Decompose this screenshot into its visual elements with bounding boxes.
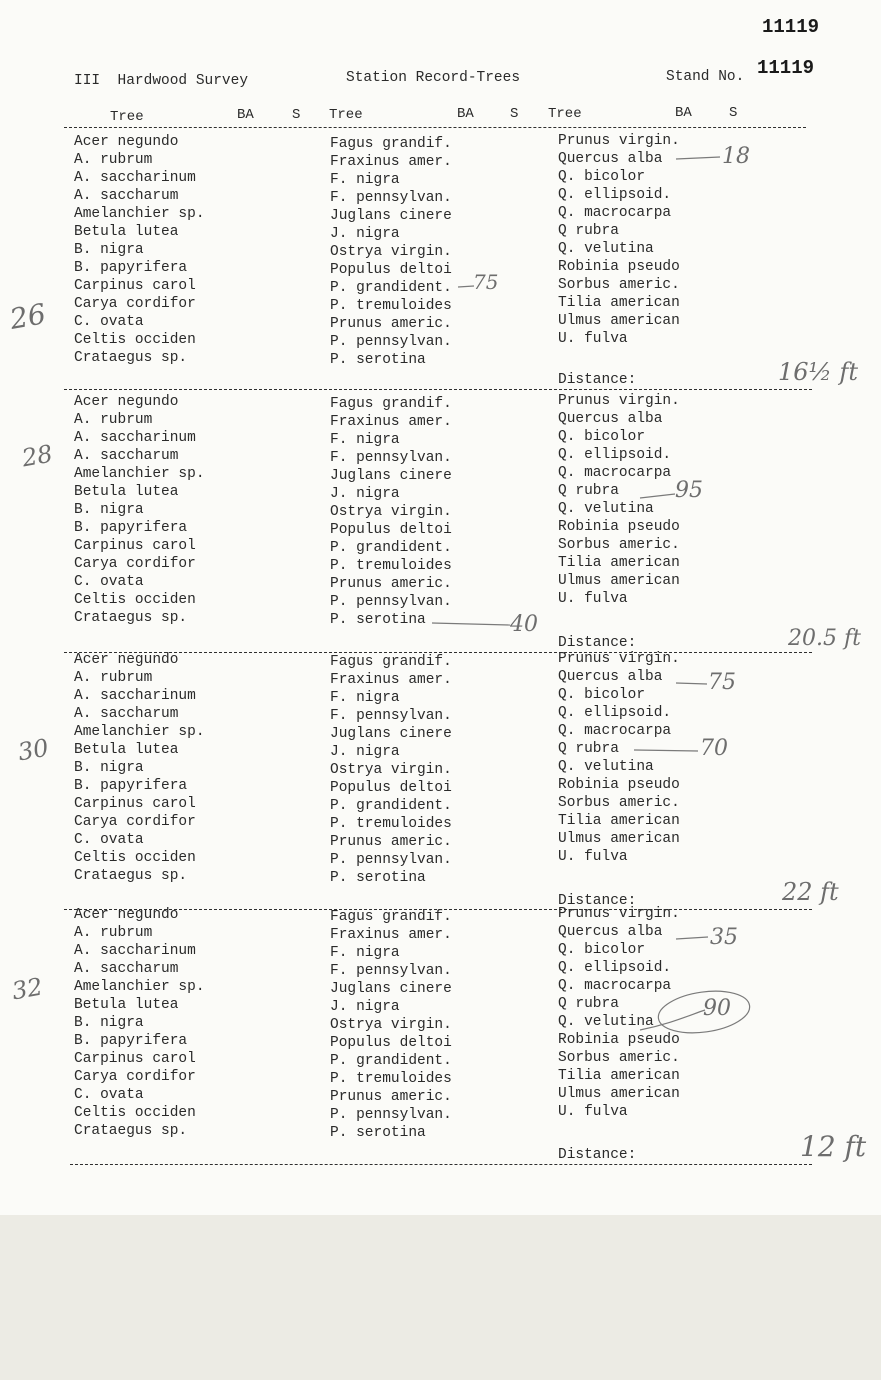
species-name: U. fulva [558,591,628,607]
species-name: B. nigra [74,242,144,258]
species-name: Crataegus sp. [74,610,188,626]
species-name: A. rubrum [74,412,153,428]
species-name: A. saccharum [74,961,179,977]
station-number: 26 [7,297,49,336]
species-name: Ostrya virgin. [330,762,452,778]
station-number: 28 [19,439,55,473]
species-name: C. ovata [74,1087,144,1103]
species-name: A. saccharinum [74,170,196,186]
species-name: F. nigra [330,432,400,448]
species-name: Betula lutea [74,484,179,500]
species-name: Ostrya virgin. [330,504,452,520]
species-name: Q. ellipsoid. [558,705,672,721]
species-name: F. nigra [330,945,400,961]
species-name: Q. velutina [558,501,654,517]
species-name: B. papyrifera [74,260,188,276]
species-column [558,132,680,348]
species-name: U. fulva [558,849,628,865]
species-name: Sorbus americ. [558,537,680,553]
distance-label: Distance: [558,1147,637,1163]
section-divider [64,389,812,390]
species-name: J. nigra [330,226,400,242]
species-column [330,653,452,887]
species-name: Ulmus american [558,313,680,329]
species-name: Q. macrocarpa [558,978,672,994]
species-name: F. nigra [330,690,400,706]
species-name: Amelanchier sp. [74,466,205,482]
entry-value: 18 [722,144,750,169]
species-name: Carya cordifor [74,1069,196,1085]
species-column [74,133,205,367]
species-name: F. pennsylvan. [330,190,452,206]
species-name: J. nigra [330,486,400,502]
species-name: F. pennsylvan. [330,963,452,979]
distance-label: Distance: [558,635,637,651]
species-name: A. saccharum [74,448,179,464]
species-name: Populus deltoi [330,262,452,278]
col-header-ba: BA [237,107,254,123]
species-name: Juglans cinere [330,726,452,742]
station-number: 30 [15,733,51,767]
species-name: Prunus virgin. [558,393,680,409]
col-header-ba: BA [457,106,474,122]
species-name: F. pennsylvan. [330,450,452,466]
species-name: P. grandident. [330,798,452,814]
col-header-ba: BA [675,105,692,121]
species-name: P. serotina [330,1125,426,1141]
species-name: Prunus americ. [330,576,452,592]
species-name: Acer negundo [74,134,179,150]
species-name: P. tremuloides [330,1071,452,1087]
entry-value: 70 [700,736,728,761]
species-name: P. tremuloides [330,298,452,314]
species-name: Robinia pseudo [558,777,680,793]
species-name: Carpinus carol [74,278,196,294]
species-name: Robinia pseudo [558,519,680,535]
species-name: B. papyrifera [74,1033,188,1049]
species-column [558,905,680,1121]
species-name: U. fulva [558,331,628,347]
species-name: Betula lutea [74,742,179,758]
species-name: Tilia american [558,813,680,829]
species-name: Celtis occiden [74,850,196,866]
species-name: Populus deltoi [330,1035,452,1051]
species-name: Ostrya virgin. [330,244,452,260]
species-name: Q rubra [558,741,619,757]
species-name: Ulmus american [558,1086,680,1102]
species-name: Acer negundo [74,394,179,410]
species-name: Carya cordifor [74,814,196,830]
species-name: A. saccharum [74,188,179,204]
species-name: Juglans cinere [330,468,452,484]
station-number: 32 [9,972,45,1006]
species-name: Q rubra [558,996,619,1012]
species-name: Amelanchier sp. [74,206,205,222]
species-name: P. pennsylvan. [330,334,452,350]
species-name: Q. ellipsoid. [558,960,672,976]
stamp-number-top: 11119 [762,16,820,38]
species-name: Q. ellipsoid. [558,187,672,203]
species-name: P. pennsylvan. [330,594,452,610]
species-name: P. grandident. [330,540,452,556]
species-column [330,395,452,629]
species-column [74,651,205,885]
species-column [74,393,205,627]
entry-value: 90 [703,996,731,1021]
col-header-s: S [729,105,738,121]
species-name: P. tremuloides [330,558,452,574]
species-column [558,392,680,608]
species-name: Prunus virgin. [558,133,680,149]
species-name: Prunus virgin. [558,651,680,667]
species-name: Robinia pseudo [558,259,680,275]
species-name: Fagus grandif. [330,654,452,670]
species-name: Crataegus sp. [74,1123,188,1139]
species-name: Q. velutina [558,759,654,775]
species-name: C. ovata [74,314,144,330]
species-name: Populus deltoi [330,522,452,538]
species-name: P. serotina [330,352,426,368]
species-name: Q. macrocarpa [558,723,672,739]
stand-no-label: Stand No. [666,69,745,85]
species-name: A. saccharinum [74,943,196,959]
species-name: J. nigra [330,744,400,760]
species-name: A. saccharinum [74,688,196,704]
stamp-number-stand: 11119 [757,57,815,79]
survey-title: III Hardwood Survey [74,73,249,89]
species-name: Acer negundo [74,907,179,923]
species-name: P. grandident. [330,1053,452,1069]
species-name: Q. bicolor [558,942,646,958]
col-header-tree: Tree [548,106,582,122]
distance-label: Distance: [558,372,637,388]
species-name: Sorbus americ. [558,1050,680,1066]
species-name: B. nigra [74,760,144,776]
species-name: Ulmus american [558,831,680,847]
species-name: Q. velutina [558,241,654,257]
species-name: Q. bicolor [558,429,646,445]
species-name: Prunus americ. [330,1089,452,1105]
species-name: B. nigra [74,1015,144,1031]
species-name: Crataegus sp. [74,350,188,366]
species-name: Quercus alba [558,151,663,167]
species-name: Celtis occiden [74,1105,196,1121]
species-name: Quercus alba [558,924,663,940]
species-name: A. saccharum [74,706,179,722]
species-name: U. fulva [558,1104,628,1120]
species-name: A. rubrum [74,925,153,941]
species-name: Carya cordifor [74,556,196,572]
species-name: Q rubra [558,223,619,239]
species-name: A. rubrum [74,670,153,686]
species-name: Tilia american [558,1068,680,1084]
species-name: Quercus alba [558,411,663,427]
species-name: Carpinus carol [74,1051,196,1067]
species-name: Celtis occiden [74,592,196,608]
species-name: C. ovata [74,574,144,590]
species-name: P. pennsylvan. [330,1107,452,1123]
distance-value: 20.5 ft [788,626,861,651]
entry-value: 75 [708,670,736,695]
species-column [330,908,452,1142]
species-name: Fraxinus amer. [330,672,452,688]
col-header-s: S [510,106,519,122]
species-name: P. grandident. [330,280,452,296]
species-name: Robinia pseudo [558,1032,680,1048]
species-name: Amelanchier sp. [74,724,205,740]
section-divider [70,1164,812,1165]
species-name: A. saccharinum [74,430,196,446]
species-column [558,650,680,866]
species-name: Amelanchier sp. [74,979,205,995]
species-name: Tilia american [558,555,680,571]
species-name: Fraxinus amer. [330,154,452,170]
species-name: Prunus virgin. [558,906,680,922]
species-name: Fraxinus amer. [330,414,452,430]
background-margin [0,1215,881,1380]
form-title: Station Record-Trees [346,70,521,86]
species-name: Q. macrocarpa [558,205,672,221]
species-name: F. pennsylvan. [330,708,452,724]
species-name: Tilia american [558,295,680,311]
species-name: Q. bicolor [558,169,646,185]
species-name: Q. macrocarpa [558,465,672,481]
species-name: Carpinus carol [74,796,196,812]
species-column [74,906,205,1140]
col-header-tree: Tree [110,109,144,125]
species-name: J. nigra [330,999,400,1015]
species-name: Sorbus americ. [558,277,680,293]
species-name: Prunus americ. [330,316,452,332]
species-name: Fagus grandif. [330,396,452,412]
species-name: A. rubrum [74,152,153,168]
species-name: P. tremuloides [330,816,452,832]
species-name: B. papyrifera [74,778,188,794]
species-name: Carpinus carol [74,538,196,554]
species-name: Celtis occiden [74,332,196,348]
distance-value: 22 ft [782,878,839,906]
species-name: Quercus alba [558,669,663,685]
species-name: Q. bicolor [558,687,646,703]
header-divider [64,127,806,128]
species-name: P. serotina [330,612,426,628]
col-header-s: S [292,107,301,123]
species-name: Juglans cinere [330,208,452,224]
entry-value: 40 [510,612,538,637]
species-name: P. serotina [330,870,426,886]
species-name: Juglans cinere [330,981,452,997]
species-name: Populus deltoi [330,780,452,796]
species-name: Fagus grandif. [330,909,452,925]
species-name: F. nigra [330,172,400,188]
species-name: Fraxinus amer. [330,927,452,943]
species-name: P. pennsylvan. [330,852,452,868]
species-name: Ulmus american [558,573,680,589]
species-name: Sorbus americ. [558,795,680,811]
entry-value: 75 [473,270,499,294]
species-name: Q. velutina [558,1014,654,1030]
species-name: Betula lutea [74,224,179,240]
distance-value: 16½ ft [778,358,858,386]
species-name: Crataegus sp. [74,868,188,884]
entry-value: 95 [675,478,703,503]
entry-value: 35 [710,925,738,950]
species-name: Prunus americ. [330,834,452,850]
species-name: B. nigra [74,502,144,518]
species-name: Fagus grandif. [330,136,452,152]
species-name: Acer negundo [74,652,179,668]
species-column [330,135,452,369]
species-name: Ostrya virgin. [330,1017,452,1033]
col-header-tree: Tree [329,107,363,123]
species-name: Q rubra [558,483,619,499]
species-name: B. papyrifera [74,520,188,536]
species-name: Q. ellipsoid. [558,447,672,463]
distance-value: 12 ft [800,1130,867,1163]
distance-label: Distance: [558,893,637,909]
species-name: Carya cordifor [74,296,196,312]
species-name: C. ovata [74,832,144,848]
species-name: Betula lutea [74,997,179,1013]
